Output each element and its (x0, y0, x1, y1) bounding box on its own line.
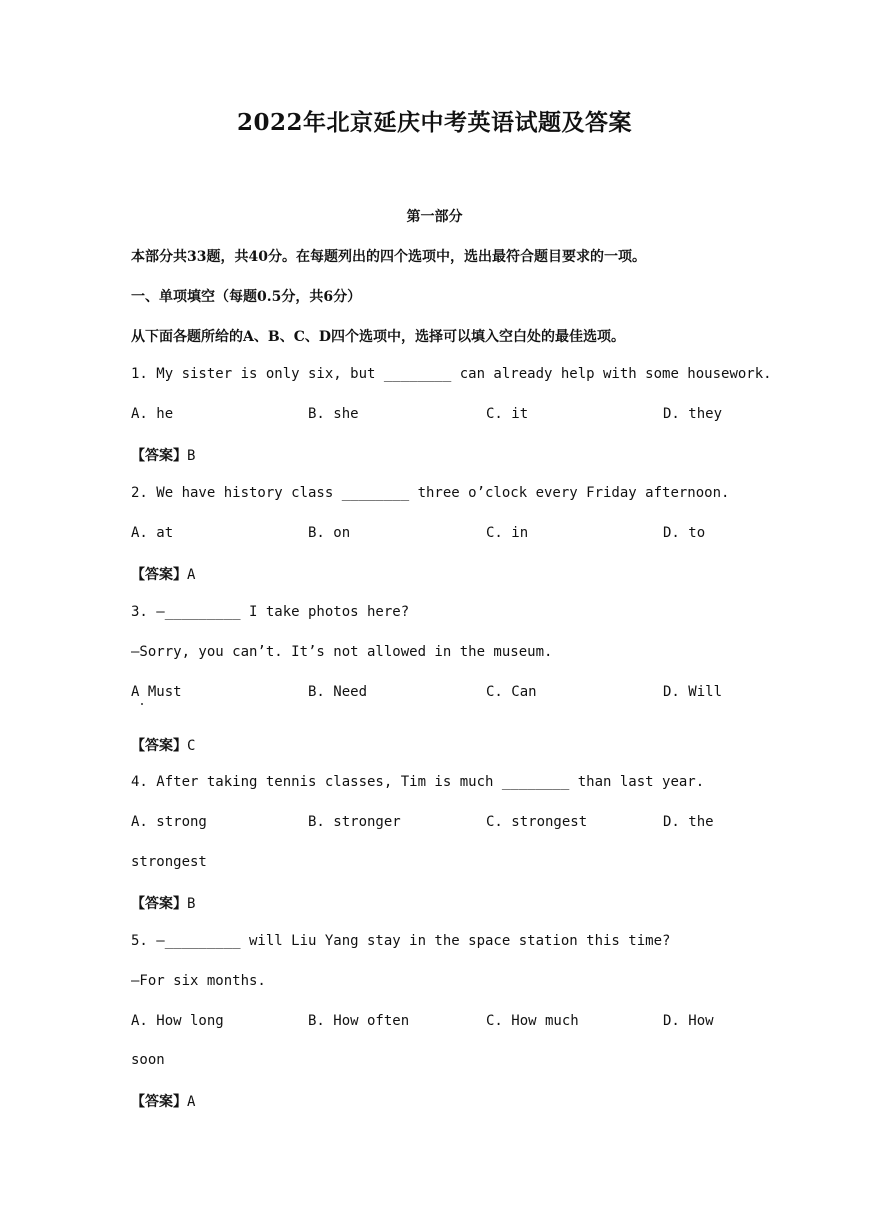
section-heading: 第一部分 (406, 209, 463, 225)
question-1-option-d: D. they (663, 406, 723, 422)
question-1-option-c: C. it (486, 406, 529, 422)
answer-value: A (187, 567, 196, 583)
question-3-option-a: A Must (131, 684, 182, 700)
question-4-option-c: C. strongest (486, 814, 588, 830)
question-1-stem: 1. My sister is only six, but ________ can already help with some housework. (131, 366, 772, 382)
section-intro: 本部分共33题，共40分。在每题列出的四个选项中，选出最符合题目要求的一项。 (131, 249, 646, 265)
question-5-reply: —For six months. (131, 973, 266, 989)
answer-value: A (187, 1094, 196, 1110)
answer-key-label: 【答案】 (131, 1094, 187, 1110)
answer-key-label: 【答案】 (131, 567, 187, 583)
answer-key-label: 【答案】 (131, 896, 187, 912)
question-3-reply: —Sorry, you can’t. It’s not allowed in the museum. (131, 644, 553, 660)
question-2-option-b: B. on (308, 525, 351, 541)
question-5-option-d-continued: soon (131, 1052, 165, 1068)
question-4-stem: 4. After taking tennis classes, Tim is much ________ than last year. (131, 774, 705, 790)
question-2-option-d: D. to (663, 525, 706, 541)
question-5-option-c: C. How much (486, 1013, 579, 1029)
question-2-stem: 2. We have history class ________ three o’clock every Friday afternoon. (131, 485, 730, 501)
question-3-option-b: B. Need (308, 684, 368, 700)
question-2-option-c: C. in (486, 525, 529, 541)
stray-mark (141, 703, 143, 705)
document-title: 2022年北京延庆中考英语试题及答案 (236, 109, 632, 136)
question-5-option-a: A. How long (131, 1013, 224, 1029)
question-5-stem: 5. —_________ will Liu Yang stay in the space station this time? (131, 933, 671, 949)
question-4-option-a: A. strong (131, 814, 207, 830)
question-5-option-d: D. How (663, 1013, 714, 1029)
question-5-option-b: B. How often (308, 1013, 410, 1029)
answer-value: B (187, 896, 196, 912)
answer-value: C (187, 738, 196, 754)
answer-value: B (187, 448, 196, 464)
question-3-option-d: D. Will (663, 684, 723, 700)
answer-key-label: 【答案】 (131, 738, 187, 754)
question-4-option-d-continued: strongest (131, 854, 207, 870)
question-5-answer (131, 1091, 195, 1111)
part-heading: 一、单项填空（每题0.5分，共6分） (131, 289, 362, 305)
question-3-answer (131, 735, 195, 755)
question-3-option-c: C. Can (486, 684, 537, 700)
question-2-answer (131, 564, 195, 584)
answer-key-label: 【答案】 (131, 448, 187, 464)
question-1-answer (131, 445, 195, 465)
part-instruction: 从下面各题所给的A、B、C、D四个选项中，选择可以填入空白处的最佳选项。 (131, 329, 625, 345)
question-2-option-a: A. at (131, 525, 174, 541)
question-4-option-d: D. the (663, 814, 714, 830)
question-4-option-b: B. stronger (308, 814, 401, 830)
question-1-option-b: B. she (308, 406, 359, 422)
question-4-answer (131, 893, 195, 913)
question-1-option-a: A. he (131, 406, 174, 422)
question-3-stem: 3. —_________ I take photos here? (131, 604, 410, 620)
